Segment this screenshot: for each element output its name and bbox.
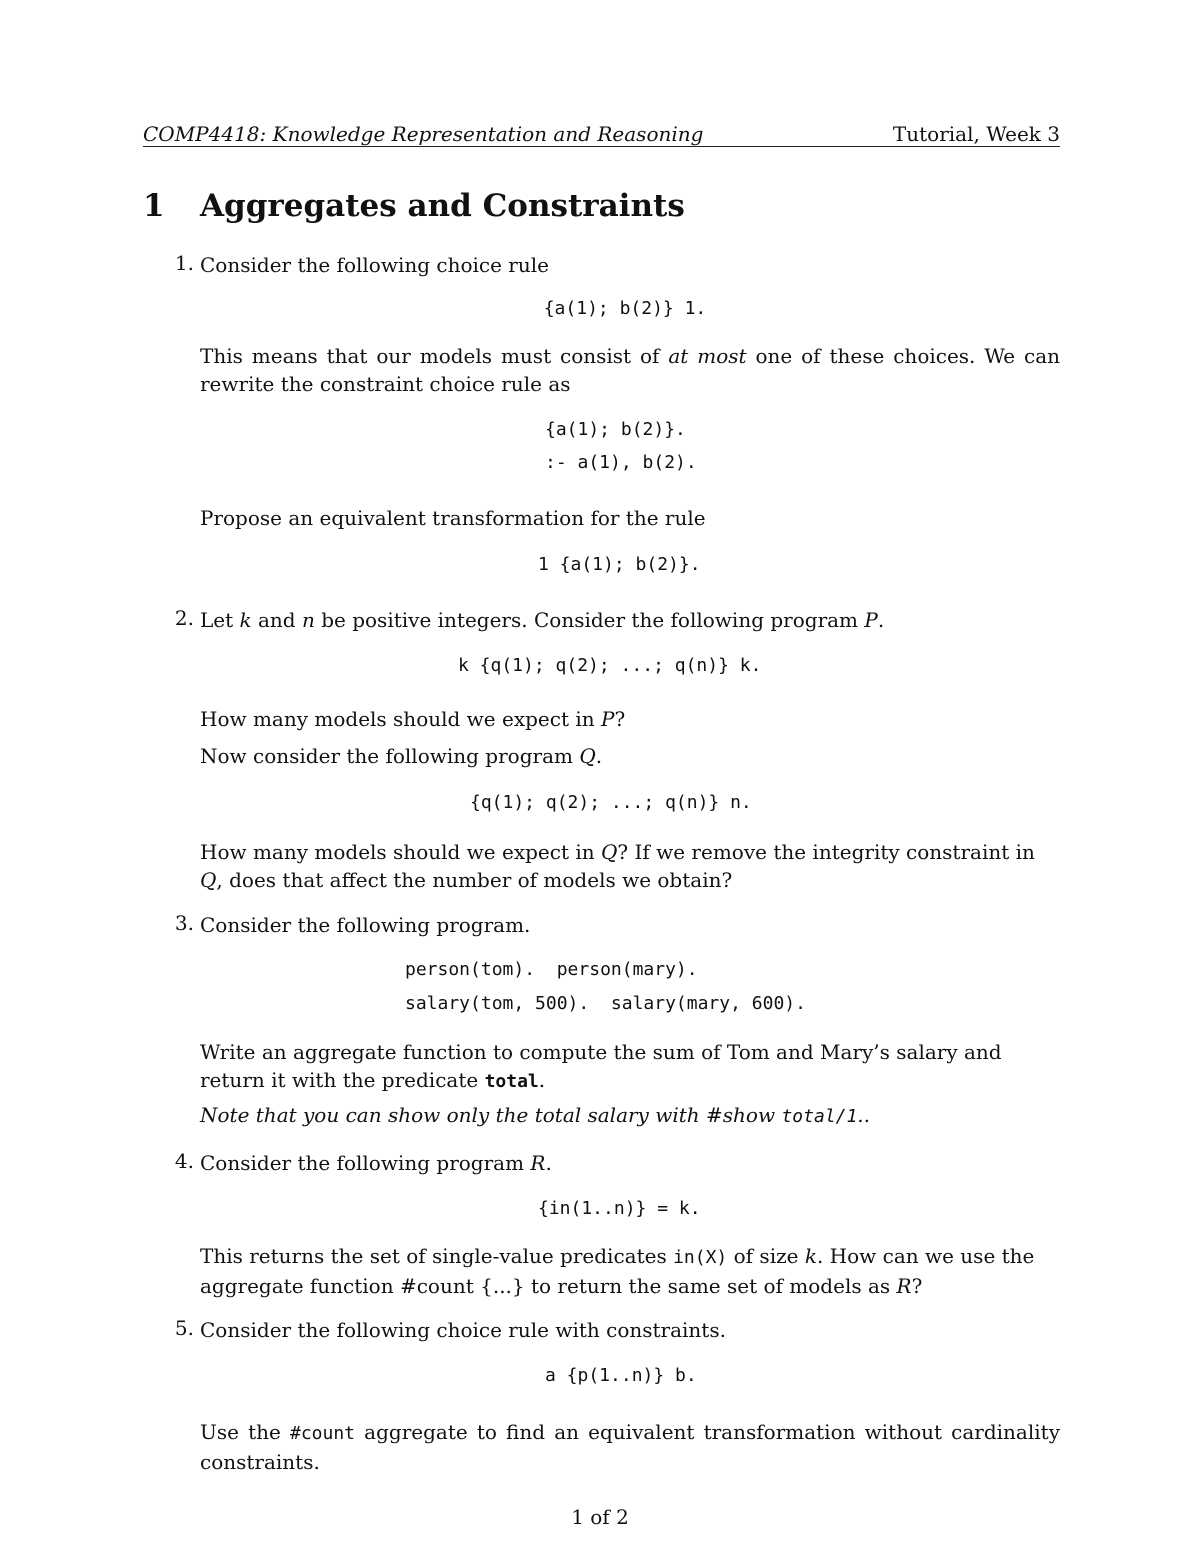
course-title: COMP4418: Knowledge Representation and Reasoning (143, 122, 704, 146)
question-number: 4. (174, 1149, 194, 1173)
question-2 (168, 606, 1060, 634)
section-number: 1 (143, 188, 165, 224)
code-rewrite-line-2: :- a(1), b(2). (545, 452, 697, 473)
code-facts-person: person(tom). person(mary). (405, 959, 698, 980)
predicate-name: total (484, 1071, 539, 1092)
question-text: How many models should we expect in Q? If we remove the integrity constraint in Q, does that affect the number of models we obtain? (200, 840, 1035, 892)
note-text: Note that you can show only the total salary with #show total/1.. (200, 1103, 871, 1127)
code-facts-salary: salary(tom, 500). salary(mary, 600). (405, 993, 806, 1014)
question-3 (168, 911, 1060, 939)
question-text: How many models should we expect in P? (200, 707, 626, 731)
question-intro: Let k and n be positive integers. Consider the following program P. (200, 608, 885, 632)
code-program-r: {in(1..n)} = k. (538, 1198, 701, 1219)
question-intro: Consider the following program R. (200, 1151, 552, 1175)
question-number: 3. (174, 911, 194, 935)
section-heading (143, 188, 685, 224)
code-rule: 1 {a(1); b(2)}. (538, 554, 701, 575)
question-number: 5. (174, 1316, 194, 1340)
question-5 (168, 1316, 1060, 1344)
tutorial-label: Tutorial, Week 3 (892, 122, 1060, 146)
question-intro: Consider the following choice rule (200, 253, 549, 277)
code-program-q: {q(1); q(2); ...; q(n)} n. (470, 792, 752, 813)
page-header (143, 118, 1060, 147)
code-rewrite-line-1: {a(1); b(2)}. (545, 419, 686, 440)
question-intro: Consider the following choice rule with constraints. (200, 1318, 726, 1342)
question-number: 2. (174, 606, 194, 630)
question-4 (168, 1149, 1060, 1177)
code-program-p: k {q(1); q(2); ...; q(n)} k. (458, 655, 762, 676)
propose-text: Propose an equivalent transformation for the rule (200, 506, 706, 530)
page-number: 1 of 2 (571, 1505, 629, 1529)
explanation-text: This means that our models must consist of at most one of these choices. We can rewrite the constraint choice rule as (200, 344, 1060, 396)
question-text: Write an aggregate function to compute the sum of Tom and Mary’s salary and return it with the predicate total. (200, 1040, 1002, 1092)
question-number: 1. (174, 251, 194, 275)
code-choice-rule: {a(1); b(2)} 1. (543, 298, 707, 319)
section-title: Aggregates and Constraints (200, 188, 685, 224)
question-intro: Consider the following program. (200, 913, 531, 937)
question-text: Now consider the following program Q. (200, 744, 603, 768)
question-1 (168, 251, 1060, 279)
question-text: This returns the set of single-value predicates in(X) of size k. How can we use the aggregate function #count {...} to return the same set of models as R? (200, 1244, 1035, 1298)
code-choice-rule: a {p(1..n)} b. (545, 1365, 697, 1386)
emphasis-text: at most (668, 344, 747, 368)
question-text: Use the #count aggregate to find an equivalent transformation without cardinality constraints. (200, 1420, 1060, 1474)
